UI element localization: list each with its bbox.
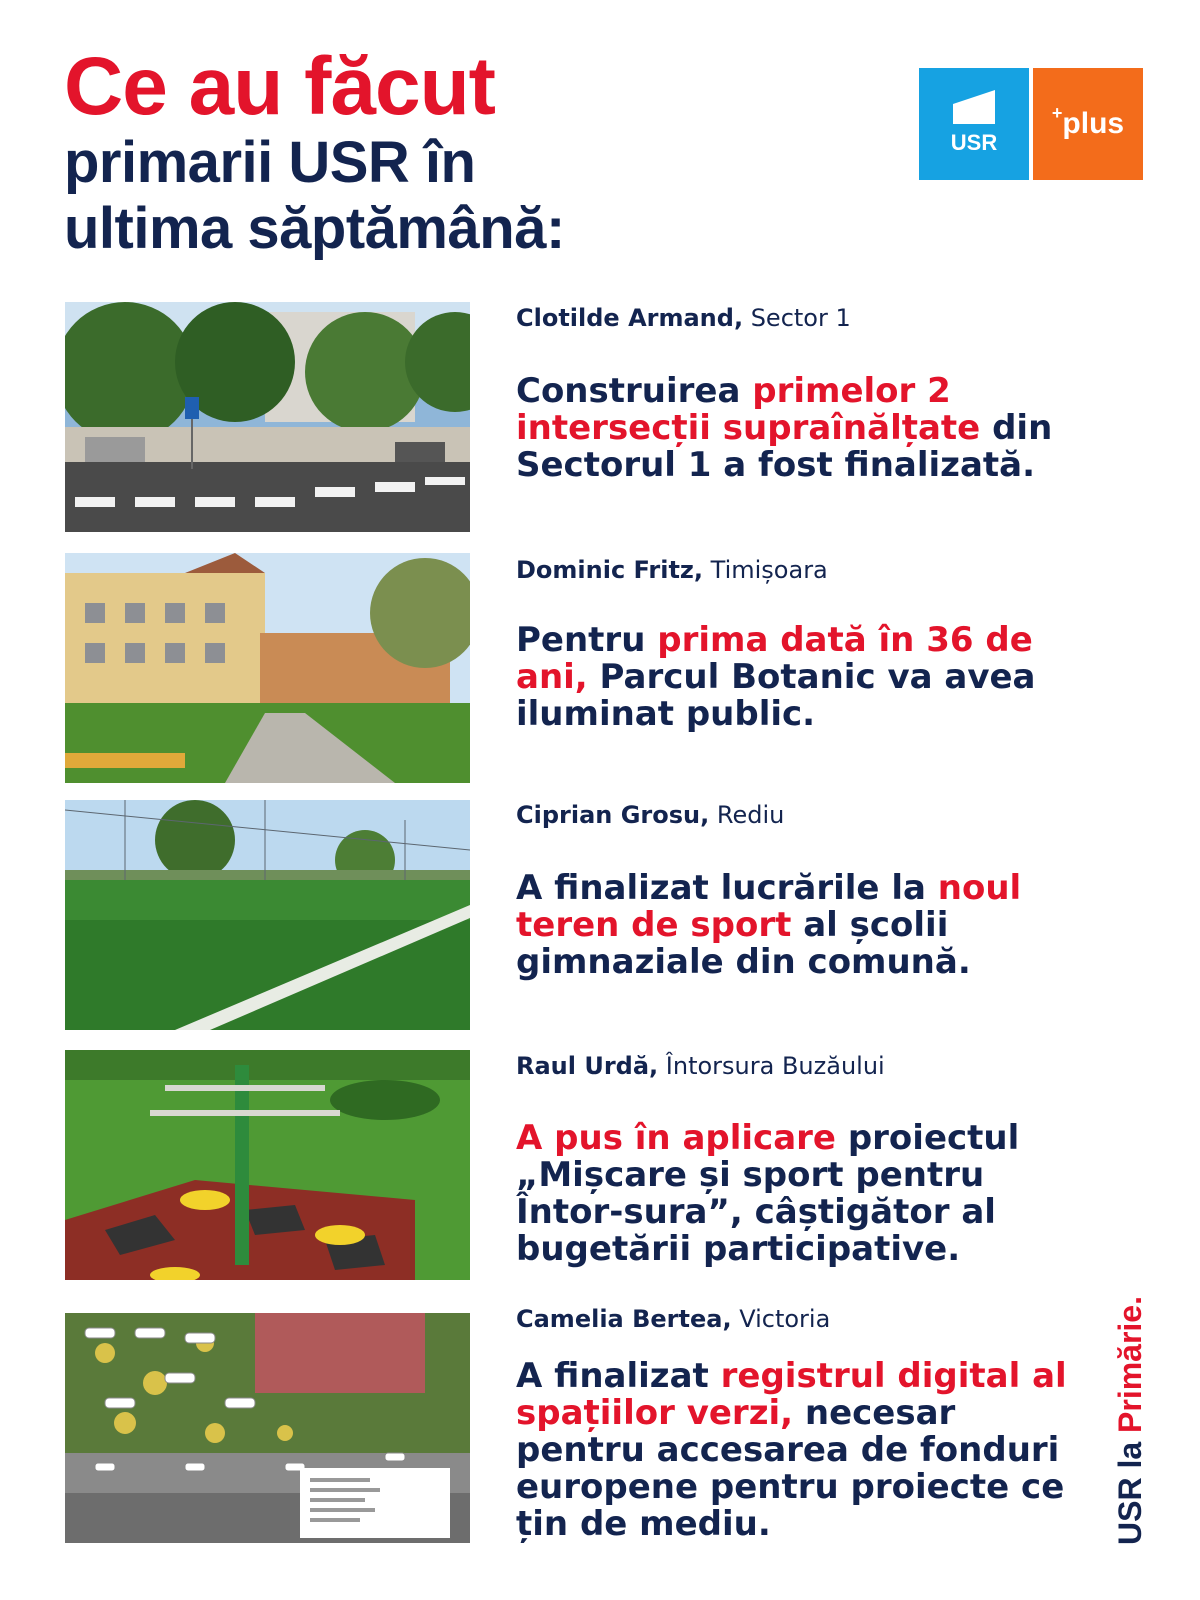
- mayor-location: Rediu: [709, 801, 785, 829]
- mayor-name-line: [516, 1052, 885, 1080]
- headline-line2: primarii USR în: [64, 130, 476, 195]
- slogan-vertical: USR la Primărie.: [1112, 1296, 1148, 1545]
- achievement-text: Pentru prima dată în 36 de ani, Parcul Botanic va avea iluminat public.: [516, 620, 1036, 734]
- outdoor-fitness-image: [65, 1050, 470, 1280]
- mayor-name: Clotilde Armand,: [516, 304, 744, 332]
- photo-park: [65, 553, 470, 783]
- achievement-text: A finalizat registrul digital al spațiilor verzi, necesar pentru accesarea de fonduri europene pentru proiecte ce țin de mediu.: [516, 1356, 1067, 1544]
- photo-intersection: [65, 302, 470, 532]
- mayor-name: Raul Urdă,: [516, 1052, 659, 1080]
- achievement-text: A pus în aplicare proiectul „Mișcare și sport pentru Întor-sura”, câștigător al bugetării participative.: [516, 1118, 1020, 1269]
- mayor-location: Timișoara: [703, 556, 828, 584]
- headline-red: Ce au făcut: [64, 41, 495, 132]
- mayor-name: Camelia Bertea,: [516, 1305, 732, 1333]
- plus-logo-text: +plus: [1051, 103, 1125, 140]
- header: [64, 41, 565, 262]
- usr-logo-text: USR: [950, 130, 998, 155]
- mayor-location: Sector 1: [743, 304, 851, 332]
- photo-fitness: [65, 1050, 470, 1280]
- achievement-text: Construirea primelor 2 intersecții supraînălțate din Sectorul 1 a fost finalizată.: [516, 371, 1053, 485]
- usr-wing-icon: [953, 90, 995, 124]
- mayor-name-line: [516, 1305, 830, 1333]
- usr-logo: [919, 68, 1029, 180]
- mayor-name-line: [516, 556, 828, 584]
- achievement-text: A finalizat lucrările la noul teren de sport al școlii gimnaziale din comună.: [516, 868, 1022, 982]
- aerial-map-image: [65, 1313, 470, 1543]
- mayor-location: Victoria: [731, 1305, 831, 1333]
- botanic-park-image: [65, 553, 470, 783]
- sport-field-image: [65, 800, 470, 1030]
- headline-line3: ultima săptămână:: [64, 196, 565, 261]
- plus-logo: [1033, 68, 1143, 180]
- mayor-name-line: [516, 304, 851, 332]
- photo-sport-field: [65, 800, 470, 1030]
- mayor-name: Dominic Fritz,: [516, 556, 704, 584]
- mayor-location: Întorsura Buzăului: [658, 1052, 885, 1080]
- mayor-name-line: [516, 801, 784, 829]
- photo-green-registry: [65, 1313, 470, 1543]
- mayor-name: Ciprian Grosu,: [516, 801, 710, 829]
- street-intersection-image: [65, 302, 470, 532]
